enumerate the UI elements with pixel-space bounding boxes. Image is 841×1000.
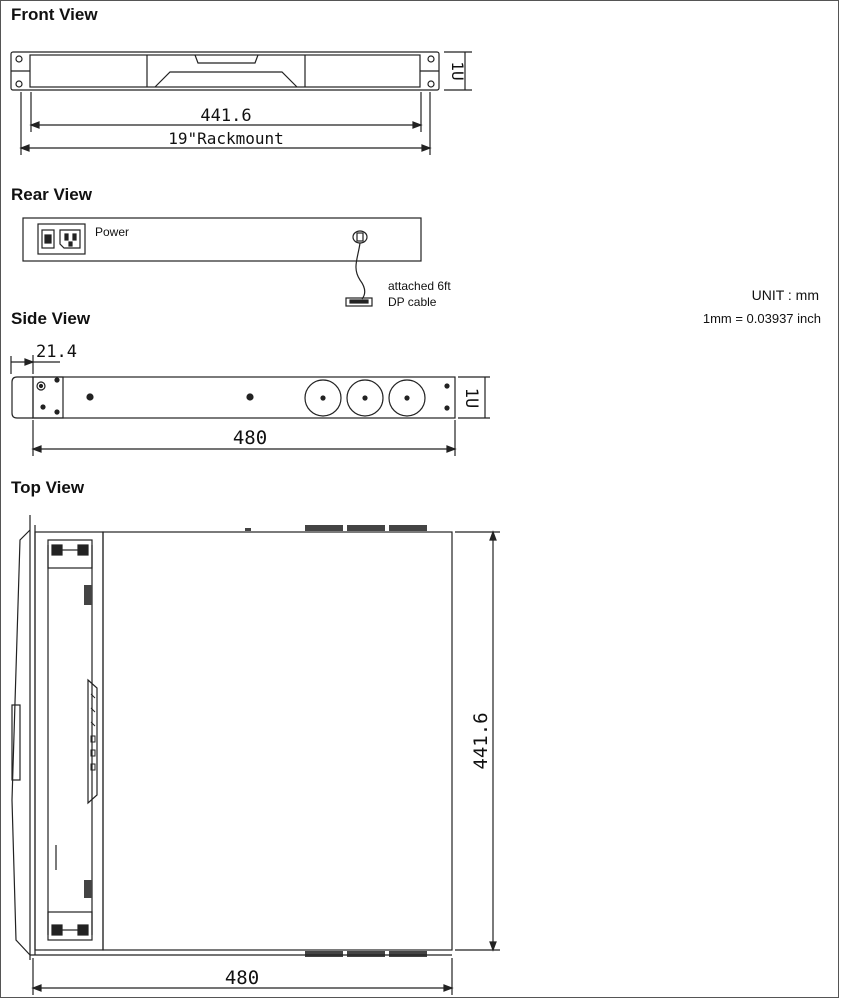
front-panel-body [11, 52, 439, 90]
side-handle [12, 377, 33, 418]
front-width-dim: 441.6 [200, 106, 252, 126]
side-height-label: 1U [461, 387, 481, 409]
rear-view-drawing [23, 218, 421, 306]
top-handle-curve [12, 530, 30, 955]
front-panel-face [30, 55, 420, 87]
front-rack-dim: 19"Rackmount [168, 129, 284, 148]
ear-hole [16, 81, 22, 87]
side-panel-body [33, 377, 455, 418]
cable-label-line2: DP cable [388, 295, 437, 309]
side-handle-dim: 21.4 [36, 342, 77, 362]
ear-hole [16, 56, 22, 62]
ear-hole [428, 81, 434, 87]
top-view-drawing [12, 515, 500, 995]
top-length-dim: 480 [224, 967, 260, 989]
dp-cable-line [356, 243, 365, 299]
ear-hole [428, 56, 434, 62]
front-height-label: 1U [448, 61, 467, 81]
cable-label-line1: attached 6ft [388, 279, 451, 293]
power-label: Power [95, 225, 130, 239]
top-view-heading: Top View [11, 478, 85, 497]
top-main-body [103, 532, 452, 950]
front-view-drawing [11, 52, 472, 155]
side-length-dim: 480 [232, 427, 268, 449]
front-view-heading: Front View [11, 5, 98, 24]
top-drawer [35, 532, 103, 950]
conversion-label: 1mm = 0.03937 inch [702, 311, 821, 326]
top-depth-dim: 441.6 [470, 712, 492, 770]
side-view-heading: Side View [11, 309, 91, 328]
unit-label: UNIT : mm [751, 287, 819, 303]
rear-view-heading: Rear View [11, 185, 92, 204]
side-view-drawing [11, 342, 490, 456]
